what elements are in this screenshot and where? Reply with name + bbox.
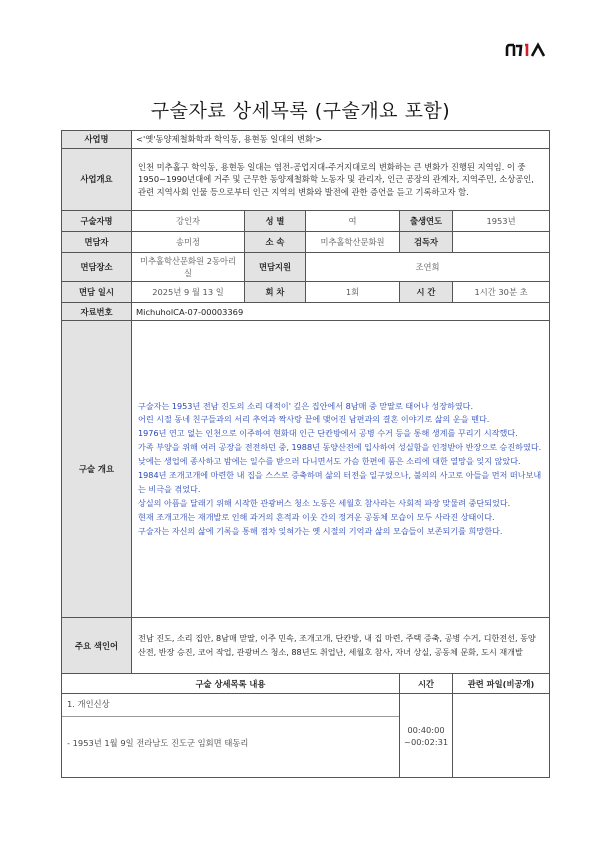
support-value: 조연희	[306, 253, 550, 282]
overview-label: 사업개요	[62, 149, 132, 211]
birth-year-value: 1953년	[453, 211, 550, 232]
session-label: 회 차	[245, 282, 306, 303]
detail-content-header: 구술 상세목록 내용	[62, 674, 400, 694]
interviewer-label: 면담자	[62, 232, 132, 253]
project-label: 사업명	[62, 131, 132, 149]
session-value: 1회	[306, 282, 400, 303]
detail-time-cell	[400, 694, 453, 778]
summary-paragraph: 상실의 아픔을 달래기 위해 시작한 관광버스 청소 노동은 세월호 참사라는 사회적 파장 맞물려 중단되었다.	[138, 497, 511, 508]
reviewer-value	[453, 232, 550, 253]
overview-value: 인천 미추홀구 학익동, 용현동 일대는 염전-공업지대-주거지대로의 변화하는 큰 변화가 진행된 지역임. 이 중 1950~1990년대에 거주 및 근무한 동양제철화학 노동자 및 관리자, 인근 공장의 관계자, 지역주민, 소상공인, 관련 지역사회 인물 등으로부터 인근 지역의 변화와 발전에 관한 증언을 듣고 기록하고자 함.	[132, 149, 550, 211]
summary-paragraph: 1976년 연고 없는 인천으로 이주하여 현화대 인근 단칸방에서 공병 수거 등을 통해 생계를 꾸리기 시작했다.	[138, 428, 518, 439]
oral-record-table	[61, 130, 550, 778]
detail-section-title: 1. 개인신상	[62, 694, 399, 717]
project-value: <'옛'동양제철화학과 학익동, 용현동 일대의 변화'>	[132, 131, 550, 149]
logo-mark-icon	[505, 42, 549, 58]
narrator-label: 구술자명	[62, 211, 132, 232]
record-number-value: MichuholCA-07-00003369	[132, 303, 550, 321]
organization-value: 미추홀학산문화원	[306, 232, 400, 253]
detail-time-header: 시간	[400, 674, 453, 694]
date-value: 2025년 9 월 13 일	[132, 282, 245, 303]
summary-paragraph: 구술자는 자신의 삶에 기록을 통해 점차 잊혀가는 옛 시절의 기억과 삶의 모습들이 보존되기를 희망한다.	[138, 525, 503, 536]
detail-header-row	[62, 674, 550, 694]
gender-label: 성 별	[245, 211, 306, 232]
page-title: 구술자료 상세목록 (구술개요 포함)	[150, 100, 451, 122]
detail-time-start: 00:40:00	[407, 724, 445, 735]
detail-row	[62, 694, 550, 778]
detail-files-cell	[453, 694, 550, 778]
detail-content-cell	[62, 694, 400, 778]
summary-row	[62, 321, 550, 618]
birth-year-label: 출생연도	[400, 211, 453, 232]
summary-paragraph: 어린 시절 동네 친구들과의 서리 추억과 짝사랑 끝에 맺어진 남편과의 결혼 이야기로 삶의 운을 뗀다.	[138, 414, 490, 425]
detail-time-end: ~00:02:31	[404, 736, 449, 747]
gender-value: 여	[306, 211, 400, 232]
summary-paragraph: 현재 조개고개는 재개발로 인해 과거의 흔적과 이웃 간의 정겨운 공동체 모습이 모두 사라진 상태이다.	[138, 511, 495, 522]
keywords-row	[62, 618, 550, 674]
date-row	[62, 282, 550, 303]
overview-row	[62, 149, 550, 211]
place-value: 미추홀학산문화원 2동아리실	[132, 253, 245, 282]
narrator-value: 강인자	[132, 211, 245, 232]
summary-paragraph: 낮에는 생업에 종사하고 밤에는 일수를 받으러 다니면서도 가슴 한편에 품은 소리에 대한 열망을 잊지 않았다.	[138, 456, 521, 467]
interviewer-value: 송미정	[132, 232, 245, 253]
detail-item: - 1953년 1월 9일 전라남도 진도군 임회면 태동리	[67, 738, 249, 749]
keywords-label: 주요 색인어	[62, 618, 132, 674]
detail-files-header: 관련 파일(비공개)	[453, 674, 550, 694]
interviewer-row	[62, 232, 550, 253]
duration-value: 1시간 30분 초	[453, 282, 550, 303]
summary-paragraph: 가족 부양을 위해 여러 공장을 전전하던 중, 1988년 동양산전에 입사하여 성실함을 인정받아 반장으로 승진하였다.	[138, 442, 542, 453]
date-label: 면담 일시	[62, 282, 132, 303]
summary-paragraph: 1984년 조개고개에 마련한 내 집을 스스로 증축하며 삶의 터전을 일구었으나, 불의의 사고로 아들을 먼저 떠나보내는 비극을 겪었다.	[138, 470, 542, 494]
project-row	[62, 131, 550, 149]
keywords-value: 전남 진도, 소리 집안, 8남매 맏딸, 이주 민속, 조개고개, 단칸방, 내 집 마련, 주택 증축, 공병 수거, 디한전선, 동양산전, 반장 승진, 코어 작업, 관광버스 청소, 88년도 취업난, 세월호 참사, 자녀 상실, 공동체 문화, 도시 재개발	[132, 618, 550, 674]
summary-text	[132, 321, 550, 618]
place-label: 면담장소	[62, 253, 132, 282]
narrator-row	[62, 211, 550, 232]
duration-label: 시 간	[400, 282, 453, 303]
place-row	[62, 253, 550, 282]
summary-paragraph: 구술자는 1953년 전남 진도의 소리 대적이' 깊은 집안에서 8남매 중 맏딸로 태어나 성장하였다.	[138, 400, 474, 411]
record-number-label: 자료번호	[62, 303, 132, 321]
organization-logo	[505, 42, 549, 62]
record-number-row	[62, 303, 550, 321]
support-label: 면담지원	[245, 253, 306, 282]
organization-label: 소 속	[245, 232, 306, 253]
reviewer-label: 검독자	[400, 232, 453, 253]
summary-label: 구술 개요	[62, 321, 132, 618]
